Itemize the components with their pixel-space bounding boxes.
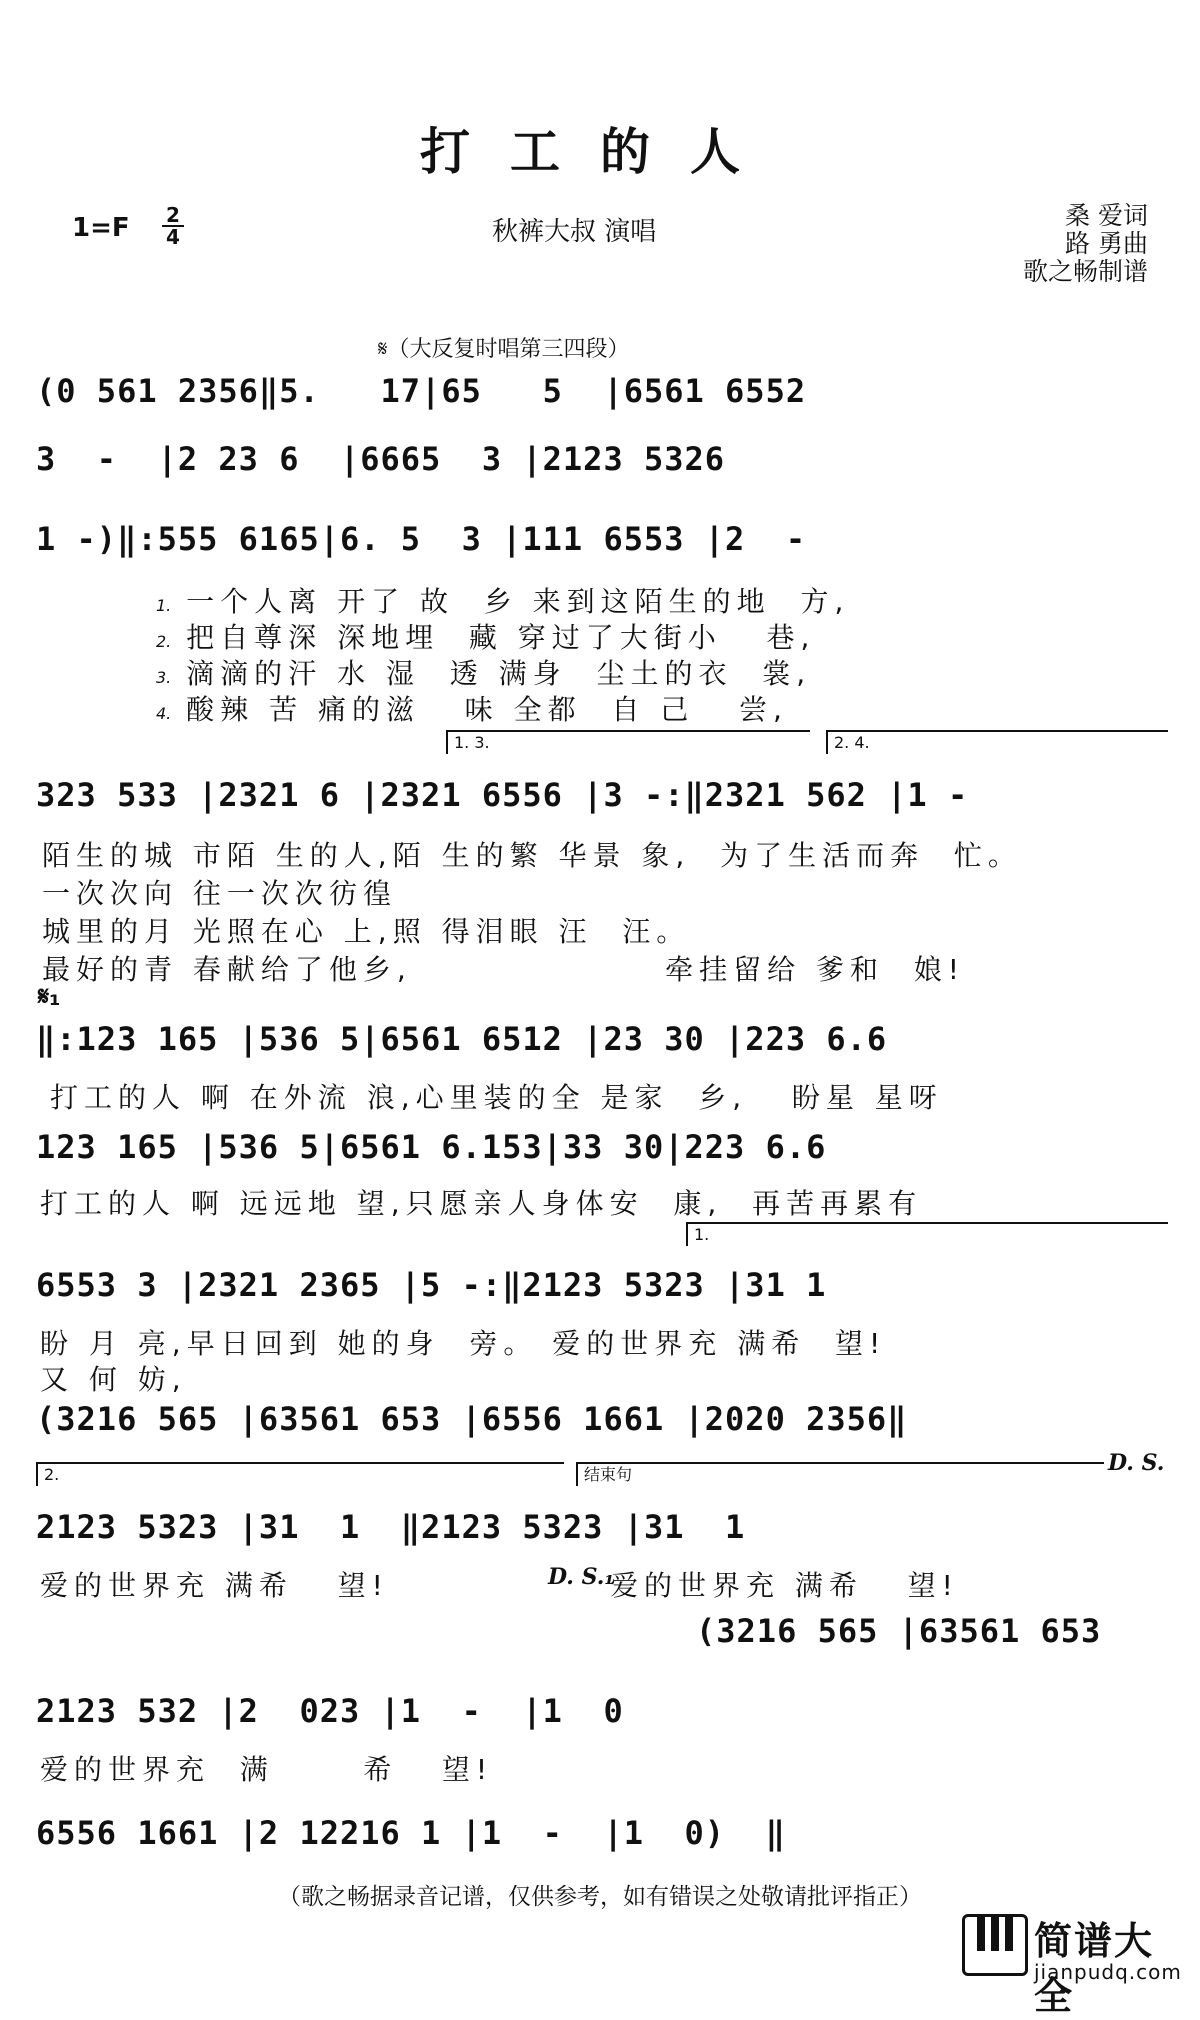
score-row-6 <box>36 1128 1166 1188</box>
notes-row-10: (3216 565 |63561 653 <box>696 1612 1102 1650</box>
verse-number: 1. <box>156 596 172 615</box>
notes-row-6: 123 165 |536 5|6561 6.153|33 30|223 6.6 <box>36 1128 827 1166</box>
dal-segno-1-mark: D. S.₁ <box>548 1564 615 1590</box>
volta-bracket-4: 2. <box>36 1462 564 1486</box>
time-signature <box>162 205 184 247</box>
verse-lyrics-1 <box>156 580 849 724</box>
watermark-url: jianpudq.com <box>1034 1960 1182 1984</box>
lyric-line: 陌生的城 市陌 生的人,陌 生的繁 华景 象, 为了生活而奔 忙。 <box>42 839 1022 872</box>
verse-number: 4. <box>156 704 172 723</box>
notes-row-2: 3 - |2 23 6 |6665 3 |2123 5326 <box>36 440 726 478</box>
score-row-9 <box>36 1508 1166 1568</box>
dal-segno-mark: D. S. <box>1108 1450 1165 1476</box>
notes-row-8: (3216 565 |63561 653 |6556 1661 |2020 2356‖ <box>36 1400 908 1438</box>
key-signature: 1=F <box>72 213 130 243</box>
score-row-7 <box>36 1266 1166 1326</box>
performer-credit: 秋裤大叔 演唱 <box>492 217 657 247</box>
ending-bracket: 结束句 <box>576 1462 1104 1486</box>
lyric-text: 滴滴的汗 水 湿 透 满身 尘土的衣 裳, <box>186 657 812 690</box>
lyric-line <box>156 688 849 724</box>
lyric-text: 酸辣 苦 痛的滋 味 全都 自 己 尝, <box>186 693 788 726</box>
verse-number: 3. <box>156 668 172 687</box>
notes-row-12: 6556 1661 |2 12216 1 |1 - |1 0) ‖ <box>36 1814 786 1852</box>
song-title: 打工的人 <box>420 123 780 181</box>
final-lyrics: 爱的世界充 满 希 望! <box>40 1753 494 1786</box>
lyric-line <box>156 652 849 688</box>
watermark-brand: 简谱大全 <box>1034 1919 1155 2018</box>
score-row-4 <box>36 776 1166 836</box>
score-row-3 <box>36 520 1166 580</box>
chorus-lyrics-4: 又 何 妨, <box>40 1363 187 1396</box>
segno-1-mark: 𝄋₁ <box>38 982 61 1012</box>
chorus-lyrics-2: 打工的人 啊 远远地 望,只愿亲人身体安 康, 再苦再累有 <box>40 1187 923 1220</box>
notes-row-9: 2123 5323 |31 1 ‖2123 5323 |31 1 <box>36 1508 746 1546</box>
lyric-text: 把自尊深 深地埋 藏 穿过了大街小 巷, <box>186 621 816 654</box>
chorus-lyrics-3: 盼 月 亮,早日回到 她的身 旁。 爱的世界充 满希 望! <box>40 1327 887 1360</box>
verse-number: 2. <box>156 632 172 651</box>
lyric-line: 一次次向 往一次次彷徨 <box>42 877 397 910</box>
notes-row-5: ‖:123 165 |536 5|6561 6512 |23 30 |223 6.6 <box>36 1020 888 1058</box>
lyric-text: 一个人离 开了 故 乡 来到这陌生的地 方, <box>186 585 850 618</box>
notes-row-1: (0 561 2356‖5. 17|65 5 |6561 6552 <box>36 372 807 410</box>
lyric-line <box>156 616 849 652</box>
time-numerator: 2 <box>166 203 180 227</box>
footer-note: （歌之畅据录音记谱，仅供参考，如有错误之处敬请批评指正） <box>278 1884 922 1910</box>
transcriber-credit: 歌之畅制谱 <box>1022 257 1148 286</box>
piano-keys-icon <box>962 1914 1028 1976</box>
notes-row-3: 1 -)‖:555 6165|6. 5 3 |111 6553 |2 - <box>36 520 807 558</box>
notes-row-4: 323 533 |2321 6 |2321 6556 |3 -:‖2321 562 |1 - <box>36 776 969 814</box>
score-row-12 <box>36 1814 1166 1874</box>
volta-bracket-3: 1. <box>686 1222 1168 1246</box>
verse-lyrics-2 <box>42 834 1022 986</box>
volta-bracket-1: 1. 3. <box>446 730 810 754</box>
site-watermark <box>962 1910 1192 2018</box>
lyricist-credit: 桑 爱词 <box>1065 201 1148 230</box>
notes-row-11: 2123 532 |2 023 |1 - |1 0 <box>36 1692 624 1730</box>
notes-row-7: 6553 3 |2321 2365 |5 -:‖2123 5323 |31 1 <box>36 1266 827 1304</box>
segno-note: 𝄋（大反复时唱第三四段） <box>378 337 630 362</box>
score-row-5 <box>36 1020 1166 1080</box>
volta-bracket-2: 2. 4. <box>826 730 1168 754</box>
lyric-line: 最好的青 春献给了他乡, 牵挂留给 爹和 娘! <box>42 953 966 986</box>
ending-lyrics-2: 爱的世界充 满希 望! <box>610 1569 959 1602</box>
lyric-line <box>156 580 849 616</box>
ending-lyrics-1: 爱的世界充 满希 望! <box>40 1569 389 1602</box>
score-row-1 <box>36 372 1166 432</box>
time-denominator: 4 <box>162 225 184 247</box>
chorus-lyrics-1: 打工的人 啊 在外流 浪,心里装的全 是家 乡, 盼星 星呀 <box>50 1081 943 1114</box>
score-row-10 <box>696 1612 1166 1672</box>
score-row-11 <box>36 1692 1166 1752</box>
composer-credit: 路 勇曲 <box>1065 229 1148 258</box>
score-row-8 <box>36 1400 1166 1460</box>
lyric-line: 城里的月 光照在心 上,照 得泪眼 汪 汪。 <box>42 915 691 948</box>
score-row-2 <box>36 440 1166 500</box>
